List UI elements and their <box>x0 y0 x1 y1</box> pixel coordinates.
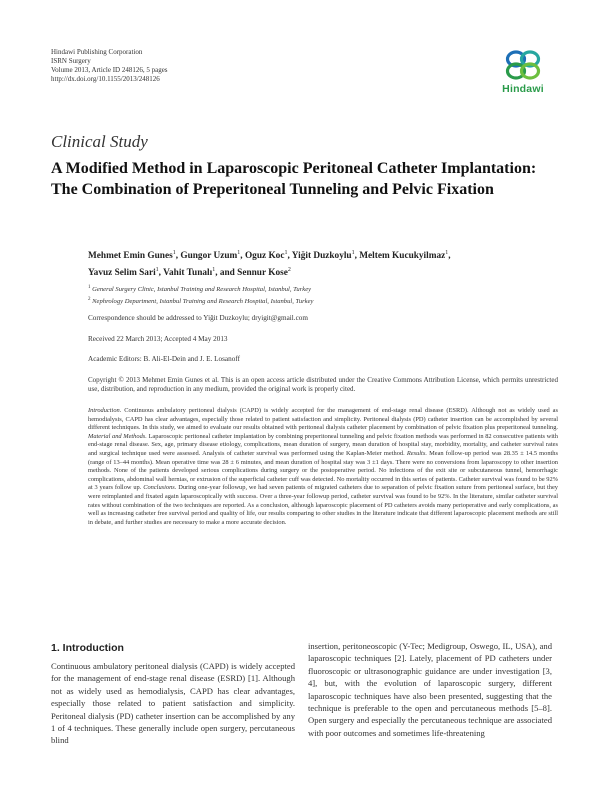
hindawi-rings-icon <box>502 48 544 82</box>
author: Mehmet Emin Gunes$^1$, <box>88 250 181 262</box>
author-name: Sennur Kose <box>237 268 288 279</box>
author-name: Vahit Tunalı <box>163 268 213 279</box>
author: Oguz Koc$^1$, <box>244 250 292 262</box>
author <box>237 268 291 278</box>
author: Yiğit Duzkoylu$^1$, <box>291 250 360 262</box>
author-name: Gungor Uzum <box>180 251 238 262</box>
author: Vahit Tunalı$^1$, and <box>163 267 238 279</box>
article-type: Clinical Study <box>51 132 148 151</box>
affiliations <box>88 283 568 307</box>
author-affil-ref: 1 <box>445 250 449 256</box>
doi-link[interactable]: http://dx.doi.org/10.1155/2013/248126 <box>51 75 160 83</box>
article-title: A Modified Method in Laparoscopic Peritoneal Catheter Implantation: The Combination of Preperitoneal Tunneling and Pelvic Fixation <box>51 160 537 198</box>
abstract-conclusions: During one-year followup, we had seven patients of migrated catheters due to separation of pelvic fixation suture from peritoneal surface, but they were reimplanted and fixated again laparoscopically with success. Over a three-year followup period, catheter survival was found to be 92%. In the literature, similar catheter survival rates without combination of the two techniques are reported. As a conclusion, although laparoscopic placement of PD catheters avoids many perioperative and early complications, as well as increasing catheter free survival period and quality of life, our results comparing to other studies in the literature indicate that different laparoscopic placement methods are still in debate, and further studies are necessary to make a more accurate decision. <box>88 484 558 526</box>
abstract <box>88 407 558 527</box>
abstract-results-label: Results. <box>406 449 427 457</box>
abstract-intro: Continuous ambulatory peritoneal dialysis (CAPD) is widely accepted for the management of end-stage renal disease (ESRD). Although not as widely used as hemodialysis, CAPD has clear advantages, especially those related to patient satisfaction and simplicity. Peritoneal dialysis (PD) catheter insertion can be accomplished by several different techniques. In this study, we aimed to evaluate our results obtained with peritoneal dialysis catheter placement by combination of pelvic fixation plus preperitoneal tunneling. <box>88 407 558 432</box>
author-affil-ref: 1 <box>212 267 216 274</box>
publication-info <box>51 48 168 84</box>
author-affil-ref: 1 <box>172 250 176 256</box>
abstract-results: Mean follow-up period was 28.35 ± 14.5 months (range of 13–44 months). Mean operative time was 28 ± 6 minutes, and mean duration of hospital stay was 3 ±1 days. There were no conversions from laparoscopy to other insertion methods. None of the patients developed serious complications during surgery or the postoperative period. No infections of the exit site or subcutaneous tunnel, hemorrhagic complications, abdominal wall hernias, or extrusion of the superficial catheter cuff was detected. No mortality occurred in this series of patients. Catheter survival was found to be 92% at 3 years follow up. <box>88 449 558 492</box>
author: Gungor Uzum$^1$, <box>180 250 245 262</box>
abstract-intro-label: Introduction. <box>88 407 122 414</box>
section-heading-introduction: 1. Introduction <box>51 642 124 654</box>
copyright-notice: Copyright © 2013 Mehmet Emin Gunes et al. This is an open access article distributed under the Creative Commons Attribution License, which permits unrestricted use, distribution, and reproduction in any medium, provided the original work is properly cited. <box>88 376 558 393</box>
journal-name: ISRN Surgery <box>51 57 91 65</box>
author-name: Yiğit Duzkoylu <box>291 251 352 262</box>
author-name: Mehmet Emin Gunes <box>88 251 173 262</box>
author-affil-ref: 1 <box>351 250 355 256</box>
academic-editors: Academic Editors: B. Ali-El-Dein and J. E. Losanoff <box>88 355 240 363</box>
author-affil-ref: 2 <box>287 267 291 274</box>
correspondence: Correspondence should be addressed to Yiğit Duzkoylu; dryigit@gmail.com <box>88 314 308 322</box>
author: Yavuz Selim Sari$^1$, <box>88 267 164 279</box>
hindawi-wordmark: Hindawi <box>502 83 544 95</box>
affiliation-2: $^2$ Nephrology Department, Istanbul Training and Research Hospital, Istanbul, Turkey <box>88 297 314 306</box>
author: Meltem Kucukyilmaz$^1$, <box>359 250 451 262</box>
author-affil-ref: 1 <box>155 267 159 274</box>
author-name: Yavuz Selim Sari <box>88 268 156 279</box>
author-name: Meltem Kucukyilmaz <box>359 251 446 262</box>
author-name: Oguz Koc <box>244 251 285 262</box>
intro-column-right: insertion, peritoneoscopic (Y-Tec; Medigroup, Oswego, IL, USA), and laparoscopic techniques [2]. Lately, placement of PD catheters under fluoroscopic or ultrasonographic guidance are under investigation [3, 4], but, with the evolution of laparoscopic surgery, different laparoscopic techniques have also been presented, suggesting that the technique is preferable to the open and percutaneous methods [5–8]. Open surgery and especially the percutaneous technique are associated with poor outcomes and sometimes life-threatening <box>308 641 552 738</box>
affiliation-1: $^1$ General Surgery Clinic, Istanbul Training and Research Hospital, Istanbul, Turkey <box>88 285 312 294</box>
abstract-methods: Laparoscopic peritoneal catheter implantation by combining preperitoneal tunneling and pelvic fixation methods was performed in 82 consecutive patients with end-stage renal disease. Sex, age, primary disease etiology, complications, mean duration of surgery, mean duration of hospital stay, morbidity, mortality, and catheter survival rates and surgical technique used were assessed. Analysis of catheter survival was performed using the Kaplan-Meier method. <box>88 432 558 457</box>
abstract-conclusions-label: Conclusions. <box>143 484 177 492</box>
intro-column-left: Continuous ambulatory peritoneal dialysis (CAPD) is widely accepted for the management of end-stage renal disease (ESRD) [1]. Although not as widely used as hemodialysis, CAPD has clear advantages, especially those related to patient satisfaction and simplicity. Peritoneal dialysis (PD) catheter insertion can be accomplished by any 1 of 4 techniques. These generally include open surgery, percutaneous blind <box>51 661 295 746</box>
publisher-name: Hindawi Publishing Corporation <box>51 48 143 56</box>
hindawi-logo <box>494 48 552 95</box>
received-accepted: Received 22 March 2013; Accepted 4 May 2013 <box>88 335 228 343</box>
author-affil-ref: 1 <box>237 250 241 256</box>
author-list <box>88 246 568 280</box>
author-affil-ref: 1 <box>284 250 288 256</box>
volume-line: Volume 2013, Article ID 248126, 5 pages <box>51 66 168 74</box>
abstract-methods-label: Material and Methods. <box>88 432 147 440</box>
